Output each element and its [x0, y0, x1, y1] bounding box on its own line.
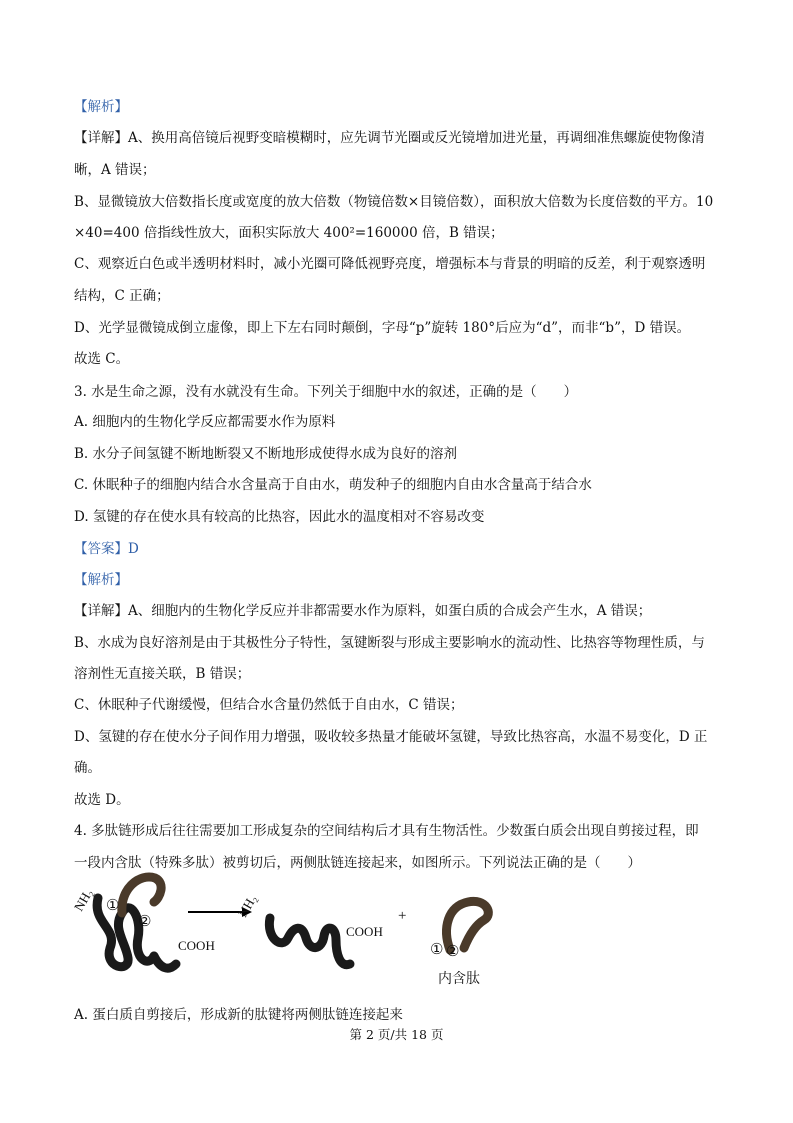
text-line: 4. 多肽链形成后往往需要加工形成复杂的空间结构后才具有生物活性。少数蛋白质会出现自剪接过程，即 [74, 823, 699, 839]
text-line: 3. 水是生命之源，没有水就没有生命。下列关于细胞中水的叙述，正确的是（ ） [74, 384, 578, 400]
text-line: D. 氢键的存在使水具有较高的比热容，因此水的温度相对不容易改变 [74, 509, 485, 525]
circle1-label-left: ① [106, 898, 120, 914]
text-line: 确。 [74, 760, 101, 776]
text-line: B. 水分子间氢键不断地断裂又不断地形成使得水成为良好的溶剂 [74, 446, 458, 462]
text-line: A. 细胞内的生物化学反应都需要水作为原料 [74, 414, 336, 430]
text-line: 故选 C。 [74, 351, 130, 367]
text-line: B、显微镜放大倍数指长度或宽度的放大倍数（物镜倍数×目镜倍数），面积放大倍数为长度倍数的平方。10 [74, 194, 714, 210]
plus-sign: + [398, 908, 407, 924]
intein-label: 内含肽 [438, 971, 480, 987]
text-line: 【答案】D [74, 541, 139, 557]
text-line: 溶剂性无直接关联，B 错误； [74, 666, 251, 682]
cooh-label-right: COOH [346, 924, 383, 939]
protein-splicing-figure [70, 868, 530, 998]
intein-circle1: ① [430, 942, 444, 958]
text-line: A. 蛋白质自剪接后，形成新的肽键将两侧肽链连接起来 [74, 1007, 403, 1023]
text-line: 结构，C 正确； [74, 288, 170, 304]
text-line: C. 休眠种子的细胞内结合水含量高于自由水，萌发种子的细胞内自由水含量高于结合水 [74, 477, 592, 493]
intein-circle2: ② [446, 944, 460, 960]
polypeptide-tail-left [154, 956, 176, 968]
text-line: 故选 D。 [74, 792, 130, 808]
text-line: B、水成为良好溶剂是由于其极性分子特性，氢键断裂与形成主要影响水的流动性、比热容等物理性质，与 [74, 635, 705, 651]
text-line: C、观察近白色或半透明材料时，减小光圈可降低视野亮度，增强标本与背景的明暗的反差，利于观察透明 [74, 256, 706, 272]
text-line: 【解析】 [74, 99, 128, 115]
text-line: 【解析】 [74, 572, 128, 588]
text-line: 晰，A 错误； [74, 162, 156, 178]
text-line: D、光学显微镜成倒立虚像，即上下左右同时颠倒，字母“p”旋转 180°后应为“d”，而非“b”，D 错误。 [74, 320, 691, 336]
page-footer: 第 2 页/共 18 页 [349, 1027, 444, 1042]
text-line: ×40=400 倍指线性放大，面积实际放大 400²=160000 倍，B 错误； [74, 225, 504, 241]
text-line: C、休眠种子代谢缓慢，但结合水含量仍然低于自由水，C 错误； [74, 697, 464, 713]
text-line: 【详解】A、细胞内的生物化学反应并非都需要水作为原料，如蛋白质的合成会产生水，A 错误； [74, 603, 652, 619]
spliced-chain [269, 918, 350, 965]
nh2-label-left: NH₂ [70, 885, 96, 914]
text-line: D、氢键的存在使水分子间作用力增强，吸收较多热量才能破坏氢键，导致比热容高，水温不易变化，D 正 [74, 729, 708, 745]
text-line: 【详解】A、换用高倍镜后视野变暗模糊时，应先调节光圈或反光镜增加进光量，再调细准焦螺旋使物像清 [74, 130, 705, 146]
cooh-label-left: COOH [178, 938, 215, 953]
circle2-label-left: ② [138, 914, 152, 930]
text-line: 一段内含肽（特殊多肽）被剪切后，两侧肽链连接起来，如图所示。下列说法正确的是（ ） [74, 855, 641, 871]
nh2-label-right: NH₂ [234, 891, 260, 920]
